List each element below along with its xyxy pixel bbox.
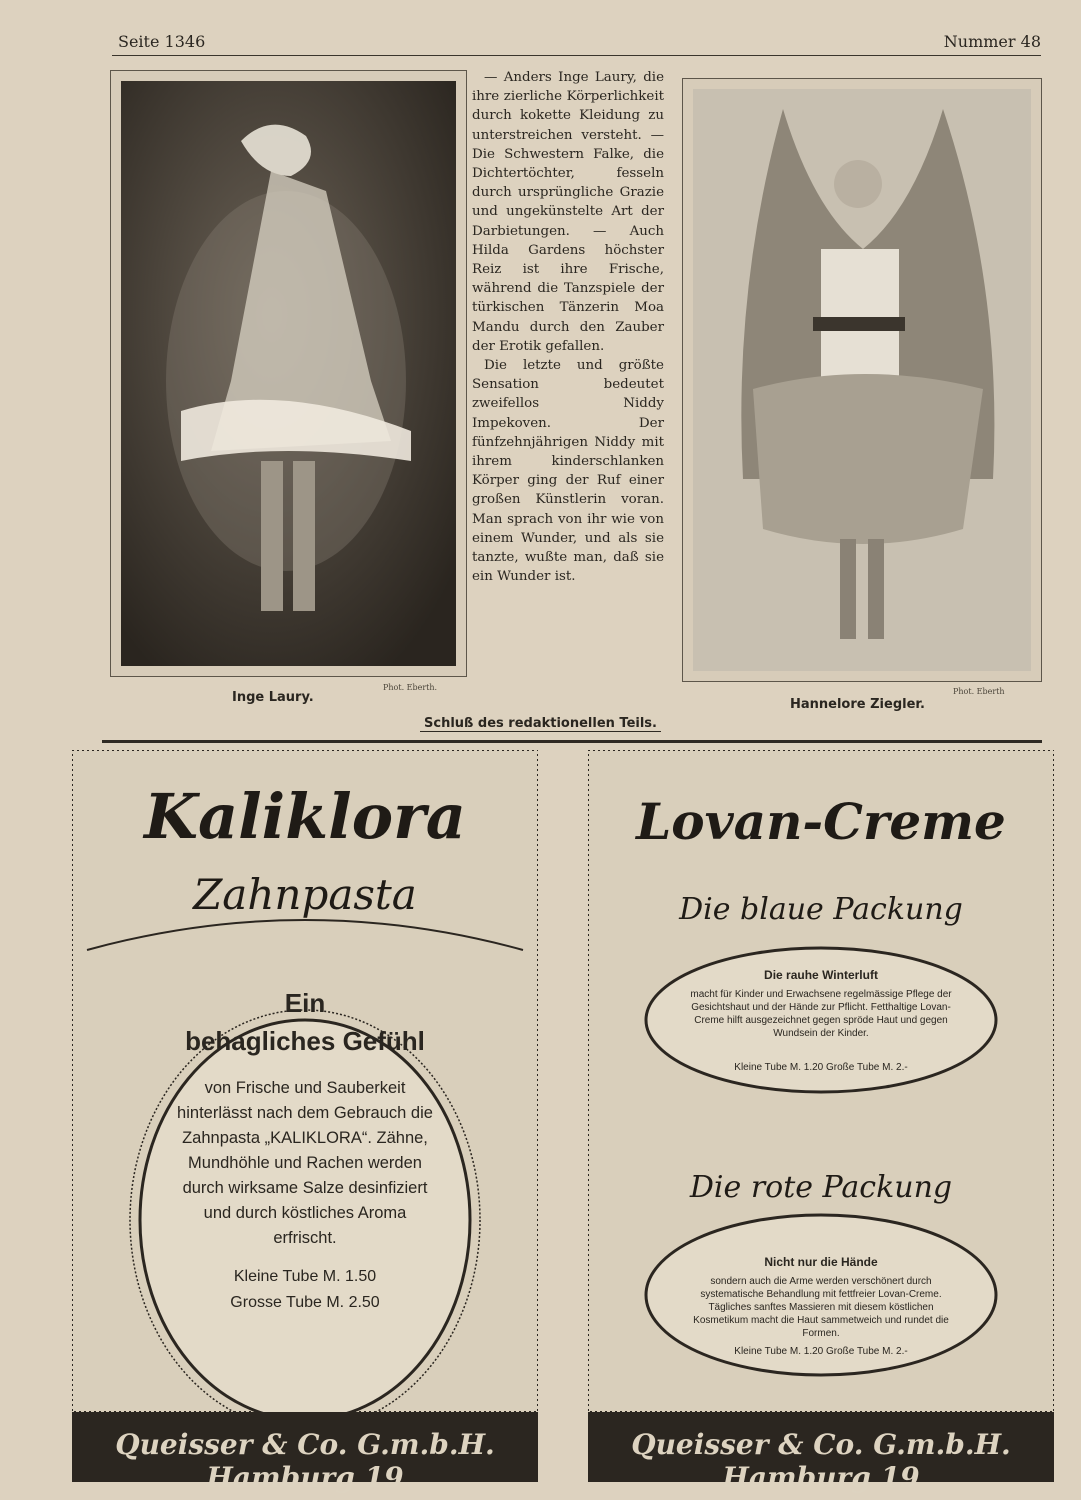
caption-inge-laury: Inge Laury. <box>232 690 314 705</box>
header-rule <box>112 55 1041 56</box>
lovan-pack-blue: Die blaue Packung <box>679 892 963 927</box>
end-of-editorial-text: Schluß des redaktionellen Teils. <box>420 716 661 732</box>
lovan-ornament <box>588 750 1054 1482</box>
credit-right: Phot. Eberth <box>953 687 1005 696</box>
lovan-red-body: sondern auch die Arme werden verschönert durch systematische Behandlung mit fettfreier Lovan-Creme. Tägliches sanftes Massieren mit diesem köstlichen Kosmetikum macht die Haut sammetweich und rundet die Formen. <box>693 1276 949 1339</box>
kaliklora-price-large: Grosse Tube M. 2.50 <box>230 1294 380 1311</box>
lovan-blue-prices: Kleine Tube M. 1.20 Große Tube M. 2.- <box>734 1062 908 1073</box>
page-number: Seite 1346 <box>118 32 206 51</box>
kaliklora-headline-1: Ein <box>284 988 326 1018</box>
lovan-red-title: Nicht nur die Hände <box>764 1255 878 1269</box>
lovan-red-prices: Kleine Tube M. 1.20 Große Tube M. 2.- <box>734 1346 908 1357</box>
kaliklora-footer <box>72 1412 538 1494</box>
lovan-brand: Lovan-Creme <box>636 792 1006 851</box>
kaliklora-body: von Frische und Sauberkeit hinterlässt nach dem Gebrauch die Zahnpasta „KALIKLORA“. Zähne, Mundhöhle und Rachen werden durch wirksame Salze desinfiziert und durch köstliches Aroma erfrischt. <box>177 1079 433 1247</box>
article-paragraph-2: Die letzte und größte Sensation bedeutet zweifellos Niddy Impekoven. Der fünfzehnjährigen Niddy mit ihrem kinderschlanken Körper ging der Ruf einer großen Künstlerin voran. Man sprach von ihr wie von einem Wunder, und als sie tanzte, wußte man, daß sie ein Wunder ist. <box>472 358 664 585</box>
kaliklora-price-small: Kleine Tube M. 1.50 <box>233 1268 377 1285</box>
caption-hannelore-ziegler: Hannelore Ziegler. <box>790 697 925 712</box>
dancer-photo-right <box>693 89 1031 671</box>
photo-hannelore-ziegler <box>682 78 1042 682</box>
end-of-editorial-label <box>0 716 1081 731</box>
divider-rule <box>102 740 1042 743</box>
lovan-footer-text: Queisser & Co. G.m.b.H. Hamburg 19 <box>631 1428 1011 1494</box>
issue-number: Nummer 48 <box>943 32 1041 51</box>
credit-left: Phot. Eberth. <box>383 683 438 692</box>
lovan-blue-title: Die rauhe Winterluft <box>764 968 878 982</box>
ad-kaliklora <box>72 750 538 1494</box>
kaliklora-product: Zahnpasta <box>193 870 417 919</box>
article-text <box>472 68 664 586</box>
ad-lovan-creme <box>588 750 1054 1494</box>
lovan-blue-body: macht für Kinder und Erwachsene regelmässige Pflege der Gesichtshaut und der Hände zur Pflicht. Fetthaltige Lovan-Creme hilft ausgezeichnet gegen spröde Haut und gegen Wundsein der Kinder. <box>690 989 952 1039</box>
kaliklora-headline-2: behagliches Gefühl <box>185 1026 425 1056</box>
article-paragraph-1: — Anders Inge Laury, die ihre zierliche Körperlichkeit durch kokette Kleidung zu unterstreichen versteht. — Die Schwestern Falke, die Dichtertöchter, fesseln durch ursprüngliche Grazie und ungekünstelte Art der Darbietungen. — Auch Hilda Gardens höchster Reiz ist ihre Frische, während die Tanzspiele der türkischen Tänzerin Moa Mandu durch den Zauber der Erotik gefallen. <box>472 70 664 354</box>
photo-inge-laury <box>110 70 467 677</box>
lovan-footer <box>588 1412 1054 1494</box>
kaliklora-brand: Kaliklora <box>144 780 466 853</box>
kaliklora-footer-text: Queisser & Co. G.m.b.H. Hamburg 19 <box>115 1428 495 1494</box>
lovan-pack-red: Die rote Packung <box>689 1170 953 1205</box>
dancer-photo-left <box>121 81 456 666</box>
